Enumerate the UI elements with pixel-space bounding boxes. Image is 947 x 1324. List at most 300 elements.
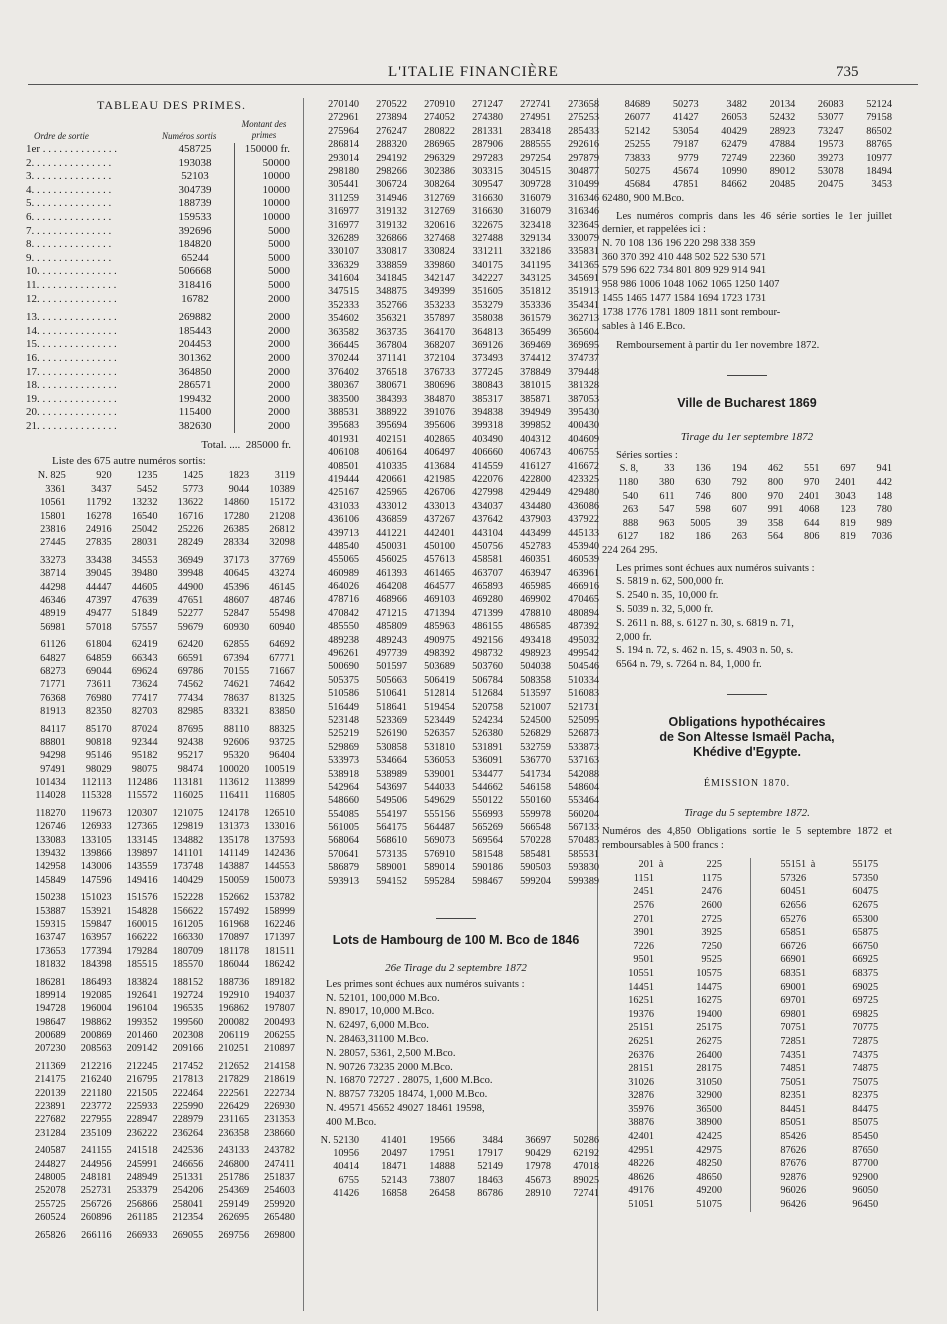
drawn-number: 236222	[126, 1127, 158, 1139]
range-end: 75075	[852, 1076, 879, 1088]
range-start: 35976	[628, 1103, 654, 1115]
drawn-number: 139897	[126, 848, 158, 860]
drawn-number: 44605	[131, 581, 158, 593]
range-sep: à	[810, 859, 816, 871]
hamburg-prize-line: N. 90726 73235 2000 M.Bco.	[326, 1061, 453, 1073]
range-row	[744, 872, 886, 886]
drawn-number: 422076	[472, 473, 503, 485]
drawn-number: 194037	[264, 989, 295, 1001]
range-sep	[806, 1116, 820, 1130]
range-end: 48650	[696, 1171, 722, 1183]
drawn-number: 570641	[328, 848, 359, 860]
drawn-number: 244827	[34, 1158, 66, 1170]
drawn-number: 576910	[424, 848, 455, 860]
range-sep	[806, 926, 820, 940]
drawn-number: 460989	[328, 567, 359, 579]
drawn-number: 225990	[172, 1101, 204, 1113]
prize-number: 269882	[178, 311, 212, 324]
drawn-number: 425965	[376, 487, 407, 499]
drawn-number: 34553	[131, 554, 158, 566]
range-sep	[806, 953, 820, 967]
drawn-number: 243133	[218, 1145, 250, 1157]
range-start: 32876	[628, 1090, 654, 1102]
drawn-number: 27445	[40, 537, 66, 549]
drawn-number: 150238	[34, 892, 66, 904]
drawn-number: 512814	[424, 688, 455, 700]
drawn-number: 341604	[328, 273, 359, 285]
drawn-number: 351812	[520, 286, 551, 298]
drawn-number: 512684	[472, 688, 503, 700]
drawn-number: 356321	[376, 313, 407, 325]
drawn-number: 533973	[328, 755, 359, 767]
hamburg-number: 72749	[721, 152, 747, 164]
drawn-number: 51849	[131, 608, 158, 620]
hamburg-number: 79187	[672, 139, 699, 151]
drawn-number: 369126	[472, 340, 503, 352]
drawn-number: 48919	[40, 608, 66, 620]
range-sep	[806, 1171, 820, 1185]
drawn-number: 455065	[328, 554, 359, 566]
range-row	[602, 1062, 744, 1076]
drawn-number: 505663	[376, 674, 407, 686]
drawn-number: 496261	[328, 648, 359, 660]
drawn-number: 38714	[40, 568, 66, 580]
drawn-number: 227955	[80, 1114, 112, 1126]
hamburg-number: 19573	[817, 139, 844, 151]
drawn-number: 211369	[35, 1060, 66, 1072]
drawn-number: 406743	[520, 447, 551, 459]
hamburg-number: 40414	[333, 1161, 359, 1173]
range-end: 42425	[696, 1131, 722, 1143]
drawn-number: 192641	[126, 989, 158, 1001]
range-start: 92876	[780, 1171, 807, 1183]
bucharest-series-number: 3043	[835, 490, 856, 502]
range-row	[744, 1008, 886, 1022]
drawn-number: 273658	[568, 99, 599, 110]
drawn-number: 520758	[472, 701, 503, 713]
range-sep	[654, 913, 668, 927]
drawn-number: 468966	[376, 594, 407, 606]
drawn-number: 115572	[126, 790, 158, 802]
drawn-number: 69786	[177, 665, 204, 677]
drawn-number: 461393	[376, 567, 407, 579]
drawn-number: 45396	[223, 581, 250, 593]
drawn-number: 248005	[34, 1172, 66, 1183]
range-end: 96450	[852, 1199, 879, 1211]
drawn-number: 352333	[328, 299, 359, 311]
hamburg-number: 41427	[672, 112, 699, 124]
drawn-number: 523449	[424, 714, 455, 726]
drawn-number: 292616	[568, 139, 599, 151]
drawn-number: 133145	[126, 834, 158, 846]
drawn-number: 339860	[424, 259, 455, 271]
drawn-number: 549506	[376, 795, 407, 807]
bucharest-series-number: 598	[695, 504, 711, 516]
drawn-number: 114028	[35, 790, 66, 802]
range-end: 85450	[852, 1131, 879, 1143]
drawn-number: 519454	[424, 701, 455, 713]
range-sep	[806, 1008, 820, 1022]
drawn-number: 3437	[91, 483, 112, 495]
drawn-number: 228979	[172, 1114, 204, 1126]
hamburg-title: Lots de Hambourg de 100 M. Bco de 1846	[332, 933, 580, 948]
drawn-number: 162246	[264, 918, 295, 930]
drawn-number: 181178	[218, 945, 250, 957]
drawn-number: 194728	[34, 1003, 66, 1015]
range-sep	[806, 967, 820, 981]
hamburg-subtitle: 26e Tirage du 2 septembre 1872	[385, 962, 527, 975]
drawn-number: 598467	[472, 875, 503, 887]
range-row	[602, 1198, 744, 1212]
drawn-number: 470465	[568, 594, 599, 606]
range-start: 55151	[780, 859, 807, 871]
bucharest-series-number: 6127	[617, 531, 639, 543]
drawn-number: 139866	[80, 848, 112, 860]
drawn-number: 67771	[269, 652, 295, 664]
drawn-number: 526829	[520, 728, 551, 740]
drawn-number: 254369	[218, 1185, 250, 1197]
drawn-number: 561005	[328, 822, 359, 834]
drawn-number: 251837	[264, 1172, 295, 1183]
hamburg-prize-line: N. 28463,31100 M.Bco.	[326, 1034, 429, 1046]
drawn-number: 197807	[264, 1003, 295, 1015]
drawn-number: 920	[96, 470, 112, 482]
prize-amount: 2000	[235, 366, 295, 380]
range-row	[602, 872, 744, 886]
bucharest-series-number: 2401	[798, 490, 820, 502]
hamburg-prize-line: N. 49571 45652 49027 18461 19598,	[326, 1103, 485, 1115]
drawn-number: 55498	[269, 608, 295, 620]
drawn-number: 113612	[218, 777, 250, 789]
column-middle	[312, 98, 600, 1201]
prize-amount: 50000	[235, 157, 295, 171]
range-row	[744, 1198, 886, 1212]
range-end: 66925	[852, 954, 879, 966]
drawn-number: 427998	[472, 487, 503, 499]
drawn-number: 371141	[376, 353, 407, 365]
range-end: 49200	[696, 1185, 722, 1197]
drawn-number: 499542	[568, 648, 599, 660]
drawn-number: 27835	[85, 537, 112, 549]
range-start: 3901	[633, 927, 654, 939]
drawn-number: 143559	[126, 861, 158, 873]
hamburg-number: 73247	[817, 125, 844, 137]
prize-rank: 19. . . . . . . . . . . . . . .	[26, 392, 117, 405]
bucharest-series-number: 2401	[835, 477, 856, 489]
range-start: 9501	[633, 954, 654, 966]
range-sep	[654, 1171, 668, 1185]
range-end: 10575	[696, 967, 722, 979]
range-start: 65851	[780, 927, 807, 939]
drawn-number: 391076	[424, 406, 455, 418]
reimbursement-note: Remboursement à partir du 1er novembre 1872.	[616, 340, 820, 352]
drawn-number: 217829	[218, 1074, 250, 1086]
drawn-number: 526873	[568, 728, 599, 740]
prize-row	[26, 252, 294, 266]
drawn-number: 431033	[328, 500, 359, 512]
range-row	[744, 994, 886, 1008]
hamburg-number: 45673	[525, 1174, 551, 1186]
drawn-number: 384393	[376, 393, 407, 405]
drawn-number: 49477	[85, 608, 112, 620]
drawn-number: 395683	[328, 420, 359, 432]
drawn-number: 590186	[472, 862, 503, 874]
drawn-number: 78637	[223, 692, 250, 704]
drawn-number: 170897	[218, 932, 250, 944]
drawn-number: 186281	[34, 976, 66, 988]
range-row	[602, 1144, 744, 1158]
drawn-number: 503760	[472, 661, 503, 673]
drawn-number: 425167	[328, 487, 359, 499]
drawn-number: 311259	[328, 192, 359, 204]
hamburg-number: 26458	[429, 1188, 455, 1200]
prize-number: 392696	[178, 224, 212, 237]
range-end: 82375	[852, 1090, 879, 1102]
hamburg-numbers-continued	[602, 98, 892, 192]
bucharest-series-number: 970	[767, 490, 784, 502]
drawn-number: 501597	[376, 661, 407, 673]
drawn-number: 212216	[80, 1060, 112, 1072]
range-row	[602, 1157, 744, 1171]
drawn-number: 25226	[177, 524, 204, 536]
hamburg-number: 45674	[672, 165, 699, 177]
drawn-number: 151023	[80, 892, 112, 904]
range-row	[602, 913, 744, 927]
drawn-number: 286814	[328, 139, 359, 151]
drawn-number: 92438	[177, 736, 204, 748]
drawn-number: 548660	[328, 795, 359, 807]
drawn-number: 486585	[520, 621, 551, 633]
drawn-number: 330079	[568, 232, 599, 244]
range-row	[602, 1130, 744, 1144]
prize-row	[26, 211, 294, 225]
drawn-number: 381328	[568, 380, 599, 392]
drawn-number: 76368	[40, 692, 66, 704]
range-sep	[806, 1076, 820, 1090]
series-line: 579 596 622 734 801 809 929 914 941	[602, 265, 767, 277]
bucharest-series-tail: 224 264 295.	[602, 545, 658, 557]
prize-rank: 13. . . . . . . . . . . . . . .	[26, 311, 117, 324]
drawn-number: 275964	[328, 125, 359, 137]
range-row	[602, 967, 744, 981]
drawn-number: 286965	[424, 139, 455, 151]
range-start: 16251	[628, 995, 654, 1007]
range-end: 28175	[696, 1063, 722, 1075]
drawn-number: 189914	[34, 989, 66, 1001]
drawn-number: 243782	[264, 1145, 295, 1157]
drawn-number: 493418	[520, 634, 551, 646]
drawn-number: 388922	[376, 406, 407, 418]
drawn-number: 25042	[131, 524, 158, 536]
range-start: 201	[638, 859, 654, 871]
bucharest-prize-line: S. 2540 n. 35, 10,000 fr.	[616, 590, 719, 602]
drawn-number: 39480	[131, 568, 158, 580]
drawn-number: 568610	[376, 835, 407, 847]
drawn-number: 3361	[45, 483, 66, 495]
drawn-number: 116805	[264, 790, 295, 802]
range-end: 1175	[701, 872, 722, 884]
drawn-number: 33273	[40, 554, 66, 566]
drawn-number: 335831	[568, 246, 599, 258]
prize-row	[26, 143, 294, 157]
drawn-number: 538918	[328, 768, 359, 780]
drawn-number: 443104	[472, 527, 503, 539]
drawn-number: 347515	[328, 286, 359, 298]
prize-rank: 17. . . . . . . . . . . . . . .	[26, 365, 117, 378]
drawn-number: 354602	[328, 313, 359, 325]
drawn-number: 151576	[126, 892, 158, 904]
hamburg-number: 20475	[817, 179, 844, 191]
range-sep	[806, 940, 820, 954]
drawn-number: 134882	[172, 834, 204, 846]
bucharest-series-number: 551	[804, 463, 820, 475]
drawn-number: 525095	[568, 714, 599, 726]
prize-row	[26, 293, 294, 307]
drawn-number: 287906	[472, 139, 503, 151]
drawn-number: 341845	[376, 273, 407, 285]
drawn-number: 57557	[131, 621, 158, 633]
drawn-number: 163747	[34, 932, 66, 944]
drawn-number: 363735	[376, 326, 407, 338]
drawn-number: 74621	[223, 679, 250, 691]
drawn-number: 188152	[172, 976, 204, 988]
prize-rank: 21. . . . . . . . . . . . . . .	[26, 419, 117, 432]
drawn-number: 47397	[85, 594, 112, 606]
drawn-number: 212354	[172, 1212, 204, 1224]
drawn-number: 74642	[269, 679, 295, 691]
drawn-number: 166222	[126, 932, 158, 944]
drawn-number: 262695	[218, 1212, 250, 1224]
drawn-number: 39948	[177, 568, 204, 580]
drawn-number: 192085	[80, 989, 112, 1001]
prize-rank: 14. . . . . . . . . . . . . . .	[26, 324, 117, 337]
drawn-number: 156622	[172, 905, 204, 917]
hamburg-number: 84689	[624, 99, 651, 110]
drawn-number: 508358	[520, 674, 551, 686]
drawn-number: 534664	[376, 755, 407, 767]
range-start: 31026	[628, 1076, 654, 1088]
drawn-number: 217452	[172, 1060, 204, 1072]
drawn-number: 516083	[568, 688, 599, 700]
number-block	[20, 976, 295, 1056]
drawn-number: 218619	[264, 1074, 295, 1086]
drawn-number: 94298	[40, 750, 66, 762]
drawn-number: 469280	[472, 594, 503, 606]
drawn-number: 245991	[126, 1158, 158, 1170]
drawn-number: 331211	[472, 246, 503, 258]
hamburg-number: N. 52130	[320, 1134, 359, 1146]
hamburg-number: 19566	[429, 1134, 455, 1146]
drawn-number: 521731	[568, 701, 599, 713]
range-row	[744, 1130, 886, 1144]
hamburg-number: 18471	[381, 1161, 407, 1173]
prize-rank: 12. . . . . . . . . . . . . . .	[26, 292, 117, 305]
range-start: 42401	[628, 1131, 654, 1143]
range-sep: à	[658, 859, 664, 871]
range-sep	[654, 1021, 668, 1035]
drawn-number: 209166	[172, 1043, 204, 1055]
drawn-number: 342227	[472, 273, 503, 285]
drawn-number: 147596	[80, 874, 112, 886]
number-block	[20, 1060, 295, 1140]
drawn-number: 369469	[520, 340, 551, 352]
bucharest-series-label: Séries sorties :	[616, 449, 678, 461]
range-sep	[654, 1184, 668, 1198]
drawn-number: 330824	[424, 246, 455, 258]
hamburg-number: 52142	[624, 125, 651, 137]
drawn-number: 450100	[424, 540, 455, 552]
drawn-number: 585531	[568, 848, 599, 860]
drawn-number: 207230	[34, 1043, 66, 1055]
prize-number: 115400	[178, 406, 212, 419]
range-row	[602, 1184, 744, 1198]
hamburg-prize-line: N. 28057, 5361, 2,500 M.Bco.	[326, 1047, 456, 1059]
drawn-number: 10389	[269, 483, 295, 495]
drawn-number: 480894	[568, 607, 599, 619]
drawn-number: 531891	[472, 741, 503, 753]
range-sep	[654, 994, 668, 1008]
prize-rank: 3. . . . . . . . . . . . . . .	[26, 170, 112, 183]
drawn-number: 327468	[424, 232, 455, 244]
drawn-number: 553464	[568, 795, 599, 807]
drawn-number: 336329	[328, 259, 359, 271]
drawn-number: 116411	[219, 790, 250, 802]
drawn-number: 252078	[34, 1185, 66, 1197]
drawn-number: 404312	[520, 433, 551, 445]
range-row	[602, 1171, 744, 1185]
drawn-number: 466916	[568, 581, 599, 593]
drawn-number: 81913	[40, 706, 66, 718]
drawn-number: 367804	[376, 340, 407, 352]
drawn-number: 77434	[177, 692, 204, 704]
drawn-number: 330817	[376, 246, 407, 258]
drawn-number: 470842	[328, 607, 359, 619]
drawn-number: 385317	[472, 393, 503, 405]
drawn-number: 406164	[376, 447, 407, 459]
range-start: 51051	[628, 1199, 654, 1211]
hamburg-number: 53078	[817, 165, 844, 177]
prize-amount: 10000	[235, 170, 295, 184]
drawn-number: 316977	[328, 206, 359, 218]
drawn-number: 135178	[218, 834, 250, 846]
drawn-number: 521007	[520, 701, 551, 713]
drawn-number: 471215	[376, 607, 407, 619]
drawn-number: 570228	[520, 835, 551, 847]
drawn-number: 222464	[172, 1087, 204, 1099]
drawn-number: 559978	[520, 808, 551, 820]
prize-row	[26, 157, 294, 171]
drawn-number: 399318	[472, 420, 503, 432]
bucharest-series-number: 607	[731, 504, 747, 516]
hamburg-prize-line: N. 52101, 100,000 M.Bco.	[326, 992, 440, 1004]
drawn-number: 143887	[218, 861, 250, 873]
range-sep	[654, 1008, 668, 1022]
drawn-number: 28334	[223, 537, 250, 549]
drawn-number: 498392	[424, 648, 455, 660]
bucharest-series-number: 611	[659, 490, 675, 502]
drawn-number: 568064	[328, 835, 359, 847]
header-number: Numéros sortis	[162, 131, 217, 141]
drawn-number: 217813	[172, 1074, 204, 1086]
drawn-number: 43274	[269, 568, 295, 580]
prize-number: 65244	[181, 251, 209, 264]
range-sep	[654, 981, 668, 995]
bucharest-series-number: S. 8,	[619, 463, 639, 475]
drawn-number: 183824	[126, 976, 158, 988]
range-row	[744, 1144, 886, 1158]
bucharest-prizes-intro: Les primes sont échues aux numéros suivants :	[616, 562, 815, 574]
series-list	[602, 237, 892, 334]
